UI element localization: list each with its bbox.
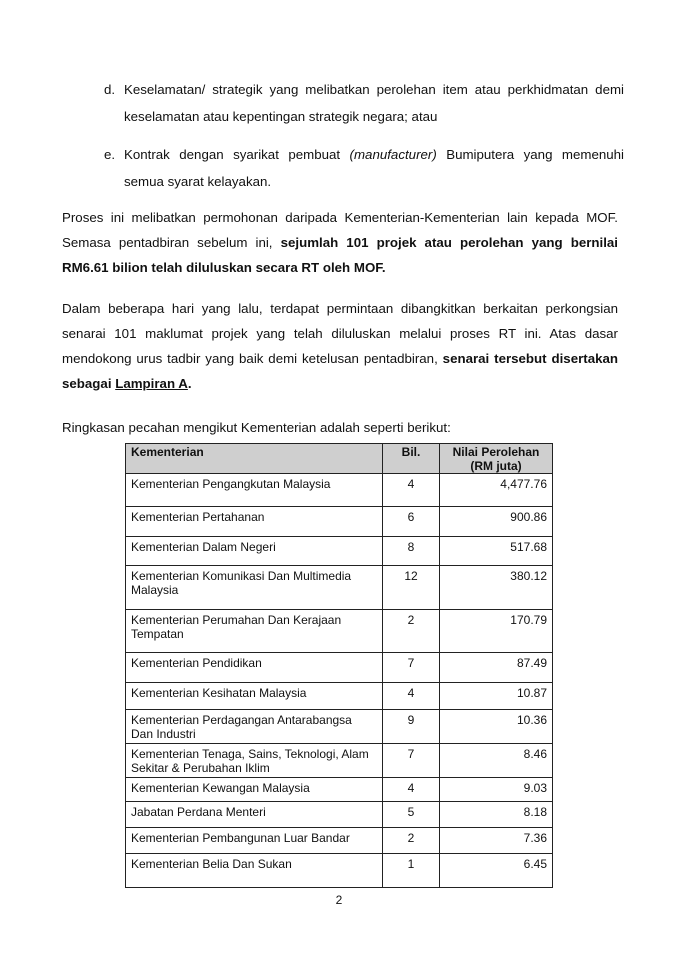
cell-nilai: 7.36 (440, 828, 553, 854)
cell-bil: 7 (383, 744, 440, 778)
cell-ministry: Kementerian Tenaga, Sains, Teknologi, Alam Sekitar & Perubahan Iklim (126, 744, 383, 778)
page-number: 2 (335, 893, 343, 907)
cell-bil: 12 (383, 566, 440, 610)
cell-nilai: 170.79 (440, 610, 553, 653)
cell-nilai: 9.03 (440, 778, 553, 802)
cell-bil: 4 (383, 474, 440, 507)
cell-ministry: Kementerian Kewangan Malaysia (126, 778, 383, 802)
table-row (126, 744, 553, 778)
cell-nilai: 6.45 (440, 854, 553, 888)
cell-nilai: 10.36 (440, 710, 553, 744)
table-header-row (126, 444, 553, 474)
cell-nilai: 87.49 (440, 653, 553, 683)
paragraph-text: Proses ini melibatkan permohonan daripada Kementerian-Kementerian lain kepada MOF. Semasa pentadbiran sebelum ini, (62, 210, 618, 250)
cell-ministry: Jabatan Perdana Menteri (126, 802, 383, 828)
table-row (126, 537, 553, 566)
cell-ministry: Kementerian Kesihatan Malaysia (126, 683, 383, 710)
list-item-text-part: Kontrak dengan syarikat pembuat (124, 147, 350, 162)
cell-bil: 4 (383, 683, 440, 710)
cell-nilai: 10.87 (440, 683, 553, 710)
cell-bil: 7 (383, 653, 440, 683)
table-row (126, 507, 553, 537)
cell-bil: 4 (383, 778, 440, 802)
cell-nilai: 8.46 (440, 744, 553, 778)
cell-nilai: 380.12 (440, 566, 553, 610)
paragraph-request (62, 296, 618, 396)
paragraph-text: Ringkasan pecahan mengikut Kementerian adalah seperti berikut: (62, 420, 451, 435)
list-item-italic-text: (manufacturer) (349, 147, 437, 162)
list-item-e (104, 141, 624, 195)
cell-nilai: 8.18 (440, 802, 553, 828)
paragraph-process (62, 205, 618, 280)
cell-nilai: 517.68 (440, 537, 553, 566)
list-item-text: Keselamatan/ strategik yang melibatkan perolehan item atau perkhidmatan demi keselamatan atau kepentingan strategik negara; atau (124, 82, 624, 124)
cell-bil: 2 (383, 828, 440, 854)
table-row (126, 828, 553, 854)
header-bil: Bil. (383, 444, 440, 474)
cell-ministry: Kementerian Perumahan Dan Kerajaan Tempatan (126, 610, 383, 653)
table-row (126, 683, 553, 710)
table-row (126, 778, 553, 802)
cell-ministry: Kementerian Perdagangan Antarabangsa Dan Industri (126, 710, 383, 744)
table-row (126, 474, 553, 507)
cell-ministry: Kementerian Dalam Negeri (126, 537, 383, 566)
cell-nilai: 4,477.76 (440, 474, 553, 507)
cell-bil: 1 (383, 854, 440, 888)
list-item-text-part: Bumiputera yang memenuhi semua syarat kelayakan. (124, 147, 625, 189)
table-row (126, 653, 553, 683)
cell-ministry: Kementerian Pengangkutan Malaysia (126, 474, 383, 507)
paragraph-summary-intro (62, 415, 618, 440)
list-item-text (124, 141, 624, 195)
list-marker: e. (104, 147, 116, 162)
header-nilai: Nilai Perolehan (RM juta) (440, 444, 553, 474)
cell-bil: 8 (383, 537, 440, 566)
cell-bil: 2 (383, 610, 440, 653)
cell-bil: 5 (383, 802, 440, 828)
table-row (126, 854, 553, 888)
cell-ministry: Kementerian Komunikasi Dan Multimedia Malaysia (126, 566, 383, 610)
table-row (126, 566, 553, 610)
appendix-reference: Lampiran A (115, 376, 188, 391)
paragraph-text: Dalam beberapa hari yang lalu, terdapat permintaan dibangkitkan berkaitan perkongsian senarai 101 maklumat projek yang telah diluluskan melalui proses RT ini. Atas dasar mendokong urus tadbir yang baik demi ketelusan pentadbiran, (62, 301, 618, 366)
cell-ministry: Kementerian Pendidikan (126, 653, 383, 683)
table-row (126, 610, 553, 653)
ministry-summary-table (125, 443, 553, 888)
cell-ministry: Kementerian Belia Dan Sukan (126, 854, 383, 888)
header-ministry: Kementerian (126, 444, 383, 474)
table-row (126, 710, 553, 744)
cell-ministry: Kementerian Pembangunan Luar Bandar (126, 828, 383, 854)
cell-bil: 6 (383, 507, 440, 537)
list-marker: d. (104, 82, 116, 97)
cell-bil: 9 (383, 710, 440, 744)
paragraph-end-punctuation: . (187, 376, 192, 391)
paragraph-bold-text: senarai tersebut disertakan sebagai (62, 351, 619, 391)
paragraph-bold-text: sejumlah 101 projek atau perolehan yang bernilai RM6.61 bilion telah diluluskan secara RT oleh MOF. (62, 235, 618, 275)
list-item-d (104, 76, 624, 130)
cell-nilai: 900.86 (440, 507, 553, 537)
table-row (126, 802, 553, 828)
cell-ministry: Kementerian Pertahanan (126, 507, 383, 537)
